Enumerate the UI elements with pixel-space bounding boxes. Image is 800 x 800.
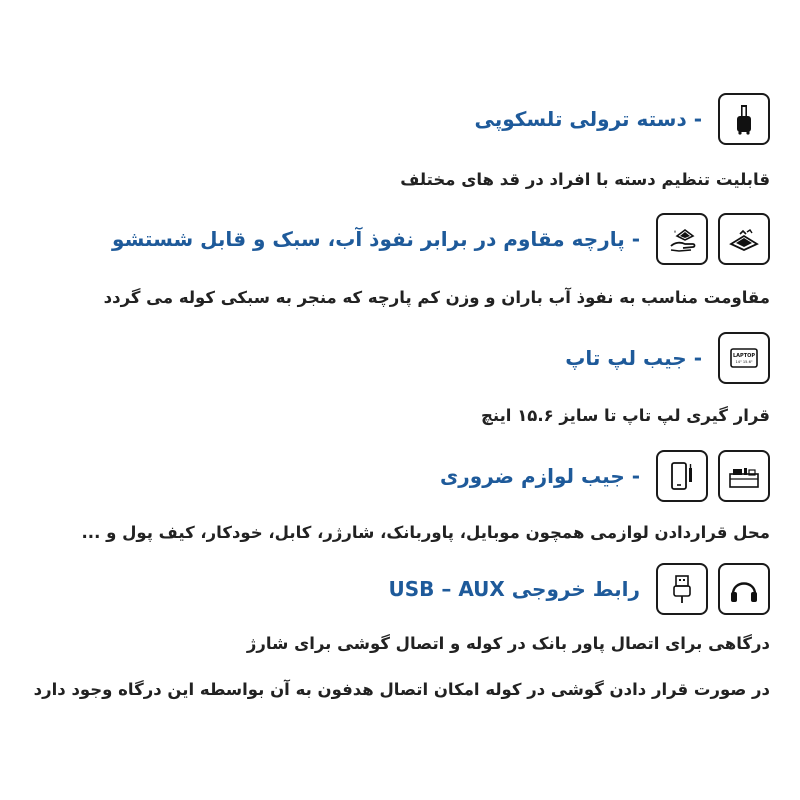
feature-description-row xyxy=(30,634,770,653)
feature-title: - دسته ترولی تلسکوپی xyxy=(474,107,702,131)
feature-title: - پارچه مقاوم در برابر نفوذ آب، سبک و قابل شستشو xyxy=(112,227,640,251)
feature-heading-trolley xyxy=(30,93,770,145)
laptop-label-text: LAPTOP xyxy=(732,353,756,359)
feature-title: - جیب لوازم ضروری xyxy=(439,464,640,488)
fabric-layer-icon xyxy=(718,213,770,265)
feature-title: - جیب لپ تاپ xyxy=(565,346,702,370)
feature-description: قرار گیری لپ تاپ تا سایز ۱۵.۶ اینچ xyxy=(480,406,770,425)
feature-description-row xyxy=(30,523,770,542)
trolley-bag-icon xyxy=(718,93,770,145)
feature-description-row xyxy=(30,170,770,189)
feature-description-row xyxy=(30,680,770,699)
feature-description-row xyxy=(30,406,770,425)
usb-port-icon xyxy=(656,563,708,615)
feature-heading-laptop xyxy=(30,332,770,384)
feature-description-row xyxy=(30,288,770,307)
feature-description: محل قراردادن لوازمی همچون موبایل، پاوربانک، شارژر، کابل، خودکار، کیف پول و ... xyxy=(81,523,770,542)
feature-heading-fabric xyxy=(30,213,770,265)
mobile-phone-icon xyxy=(656,450,708,502)
feature-description: درگاهی برای اتصال پاور بانک در کوله و اتصال گوشی برای شارژ xyxy=(246,634,770,653)
washable-hand-icon xyxy=(656,213,708,265)
feature-heading-usb-aux xyxy=(30,563,770,615)
feature-description: قابلیت تنظیم دسته با افراد در قد های مختلف xyxy=(400,170,770,189)
laptop-icon xyxy=(718,332,770,384)
feature-description: در صورت قرار دادن گوشی در کوله امکان اتصال هدفون به آن بواسطه این درگاه وجود دارد xyxy=(33,680,770,699)
headphones-icon xyxy=(718,563,770,615)
feature-description: مقاومت مناسب به نفوذ آب باران و وزن کم پارچه که منجر به سبکی کوله می گردد xyxy=(103,288,770,307)
accessories-pocket-icon xyxy=(718,450,770,502)
feature-heading-accessories xyxy=(30,450,770,502)
feature-title: رابط خروجی USB – AUX xyxy=(388,577,640,601)
laptop-size-text: 14" 15.6" xyxy=(735,360,753,364)
